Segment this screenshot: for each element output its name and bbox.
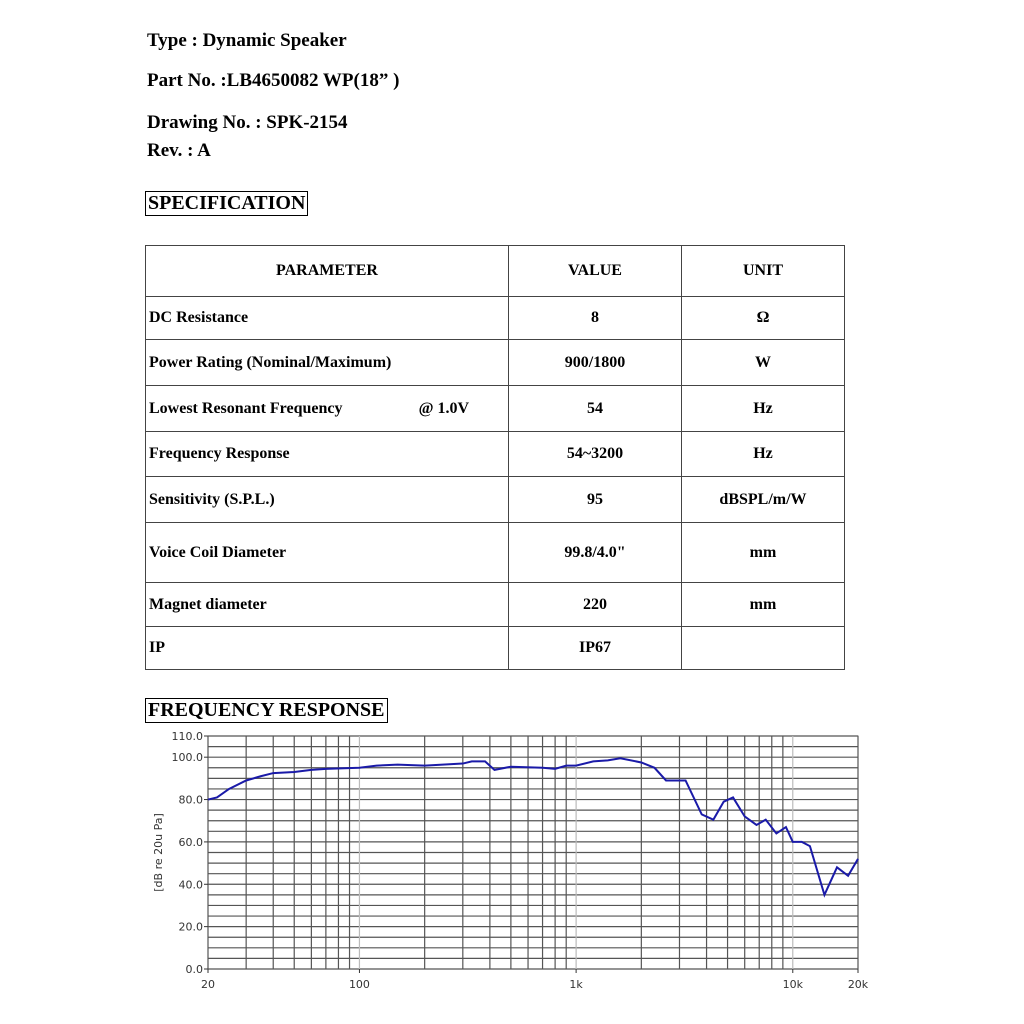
- part-number: Part No. :LB4650082 WP(18” ): [147, 70, 400, 91]
- unit-cell: Ω: [682, 297, 845, 340]
- param-cell: [146, 583, 509, 627]
- specification-title: SPECIFICATION: [145, 191, 308, 216]
- table-row: [146, 523, 845, 583]
- param-label: Frequency Response: [149, 445, 290, 462]
- value-cell: 900/1800: [509, 340, 682, 386]
- x-tick-label: 20k: [847, 978, 869, 991]
- y-axis-label: [dB re 20u Pa]: [152, 813, 165, 892]
- y-tick-label: 100.0: [171, 751, 203, 765]
- param-cell: [146, 386, 509, 432]
- y-tick-label: 80.0: [178, 793, 203, 807]
- param-note: @ 1.0V: [418, 399, 469, 417]
- param-label: Voice Coil Diameter: [149, 543, 287, 561]
- spec-table: [145, 245, 845, 670]
- value-cell: 220: [509, 583, 682, 627]
- param-cell: [146, 297, 509, 340]
- unit-cell: W: [682, 340, 845, 386]
- x-tick-label: 100: [348, 978, 370, 991]
- param-cell: [146, 432, 509, 477]
- value-cell: 54: [509, 386, 682, 432]
- param-label: Lowest Resonant Frequency: [149, 399, 343, 417]
- table-row: [146, 627, 845, 670]
- param-cell: [146, 477, 509, 523]
- value-cell: 54~3200: [509, 432, 682, 477]
- x-tick-label: 1k: [569, 978, 583, 991]
- param-cell: [146, 523, 509, 583]
- header-value: VALUE: [509, 246, 682, 297]
- frequency-response-chart: [140, 728, 880, 998]
- y-tick-label: 0.0: [185, 963, 203, 976]
- unit-cell: [682, 627, 845, 670]
- param-cell: [146, 627, 509, 670]
- unit-cell: Hz: [682, 432, 845, 477]
- value-cell: 95: [509, 477, 682, 523]
- param-label: Sensitivity (S.P.L.): [149, 490, 275, 508]
- table-row: [146, 432, 845, 477]
- table-row: [146, 583, 845, 627]
- value-cell: IP67: [509, 627, 682, 670]
- unit-cell: dBSPL/m/W: [682, 477, 845, 523]
- unit-cell: Hz: [682, 386, 845, 432]
- unit-cell: mm: [682, 523, 845, 583]
- unit-cell: mm: [682, 583, 845, 627]
- table-header: [146, 246, 845, 297]
- value-cell: 8: [509, 297, 682, 340]
- header-unit: UNIT: [682, 246, 845, 297]
- x-tick-label: 10k: [782, 978, 803, 991]
- param-label: IP: [149, 639, 165, 656]
- y-tick-label: 110.0: [171, 730, 203, 743]
- param-cell: [146, 340, 509, 386]
- table-row: [146, 386, 845, 432]
- drawing-number: Drawing No. : SPK-2154: [147, 112, 348, 133]
- param-label: DC Resistance: [149, 309, 249, 326]
- value-cell: 99.8/4.0": [509, 523, 682, 583]
- param-label: Power Rating (Nominal/Maximum): [149, 353, 392, 371]
- header-parameter: PARAMETER: [146, 246, 509, 297]
- y-tick-label: 40.0: [178, 878, 203, 892]
- x-tick-label: 20: [201, 978, 215, 991]
- y-tick-label: 60.0: [178, 835, 203, 849]
- type-line: Type : Dynamic Speaker: [147, 30, 347, 51]
- table-row: [146, 477, 845, 523]
- y-tick-label: 20.0: [178, 920, 203, 934]
- param-label: Magnet diameter: [149, 595, 267, 613]
- frequency-response-title: FREQUENCY RESPONSE: [145, 698, 388, 723]
- table-row: [146, 340, 845, 386]
- revision: Rev. : A: [147, 140, 211, 161]
- table-row: [146, 297, 845, 340]
